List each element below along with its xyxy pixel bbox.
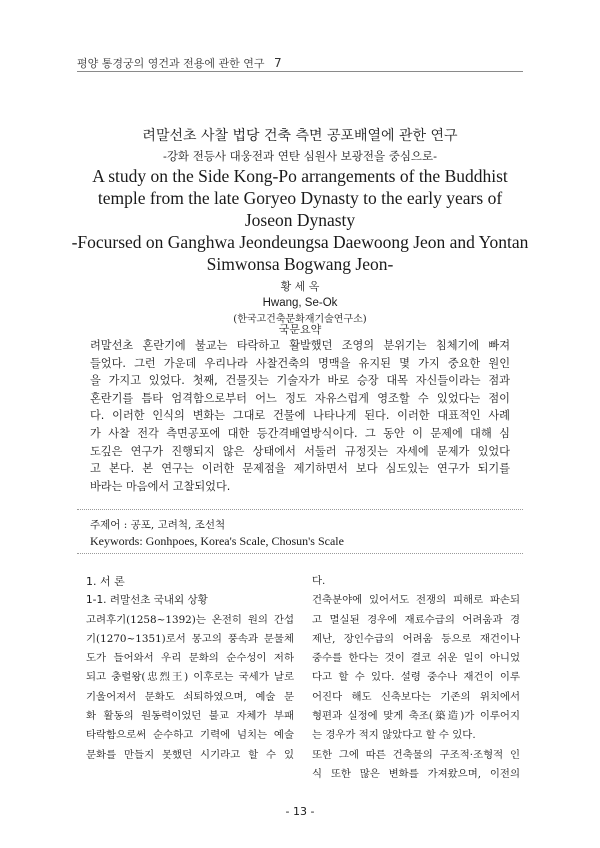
title-english-line: A study on the Side Kong-Po arrangements of the Buddhist — [92, 166, 508, 186]
body-line: 도가 들어와서 우리 문화의 순수성이 저하 — [86, 652, 294, 665]
abstract-line: 도깊은 연구가 진행되지 않은 상태에서 서둘러 규정짓는 자세에 문제가 있었다 — [90, 444, 510, 458]
body-line: 다. — [312, 575, 326, 587]
body-line: 문화를 만들지 못했던 시기라고 할 수 있 — [86, 748, 294, 761]
abstract-line: 다. 이러한 인식의 변화는 그대로 건물에 나타나게 된다. 이러한 대표적인 사례 — [90, 409, 510, 423]
title-korean: 려말선초 사찰 법당 건축 측면 공포배열에 관한 연구 — [142, 128, 458, 144]
body-line: 는 경우가 적지 않았다고 할 수 있다. — [312, 729, 476, 742]
body-line: 타락함으로써 순수하고 기력에 넘치는 예술 — [86, 729, 294, 742]
abstract-line: 고 본다. 본 연구는 이러한 문제점을 제기하면서 보다 심도있는 연구가 되기를 — [90, 462, 510, 476]
body-line: 건축분야에 있어서도 전쟁의 피해로 파손되 — [312, 594, 520, 607]
running-header — [77, 55, 282, 71]
body-line: 기(1270~1351)로서 몽고의 풍속과 문물체 — [86, 632, 294, 645]
body-line: 고려후기(1258~1392)는 온전히 원의 간섭 — [86, 613, 294, 626]
abstract-line: 가 사찰 전각 측면공포에 대한 등간격배열방식이다. 그 동안 이 문제에 대해 심 — [90, 426, 510, 440]
abstract-heading: 국문요약 — [278, 323, 322, 336]
running-header-number: 7 — [274, 56, 282, 70]
page-number: - 13 - — [285, 805, 315, 818]
body-line: 화 활동의 원동력이었던 불교 자체가 부패 — [86, 710, 294, 723]
title-english-line: temple from the late Goryeo Dynasty to the early years of — [97, 188, 503, 208]
body-line: 중수를 한다는 것이 결코 쉬운 일이 아니었 — [312, 652, 520, 665]
body-line: 되고 충렬왕(忠烈王) 이후로는 국세가 날로 — [86, 671, 294, 684]
title-english-line: Simwonsa Bogwang Jeon- — [206, 254, 394, 274]
abstract-line: 들었다. 그런 가운데 우리나라 사찰건축의 명맥을 유지된 몇 가지 중요한 원인 — [90, 356, 510, 370]
body-line: 다고 할 수 있다. 설령 중수나 재건이 이루 — [312, 671, 520, 684]
author-english: Hwang, Se-Ok — [262, 297, 338, 309]
keywords-english: Keywords: Gonhpoes, Korea's Scale, Chosun's Scale — [90, 534, 344, 548]
keywords-top-rule — [77, 509, 523, 510]
subsection-title: 1-1. 려말선초 국내외 상황 — [86, 594, 208, 607]
running-header-text: 평양 통경궁의 영건과 전용에 관한 연구 — [77, 57, 265, 70]
body-line: 형편과 실정에 맞게 축조(築造)가 이루어지 — [312, 710, 520, 723]
header-rule — [77, 71, 523, 72]
abstract-body — [90, 337, 510, 495]
section-title: 1. 서 론 — [86, 575, 125, 588]
abstract-line: 을 가지고 있었다. 첫째, 건물짓는 기술자가 바로 승장 대목 자신들이라는 점과 — [90, 374, 510, 388]
subtitle-korean: -강화 전등사 대웅전과 연탄 심원사 보광전을 중심으로- — [162, 149, 438, 163]
keywords-korean: 주제어 : 공포, 고려척, 조선척 — [90, 519, 226, 531]
title-english-line: -Focursed on Ganghwa Jeondeungsa Daewoong Jeon and Yontan — [71, 232, 529, 252]
title-block — [70, 125, 530, 327]
body-line: 기울어져서 문화도 쇠퇴하였으며, 예술 문 — [86, 690, 294, 703]
abstract-line: 혼란기를 틈타 엄격함으로부터 어느 정도 자유스럽게 영조할 수 있었다는 점이 — [90, 391, 510, 405]
body-line: 식 또한 많은 변화를 가져왔으며, 이전의 — [312, 767, 520, 780]
author-korean: 황 세 옥 — [280, 280, 320, 293]
abstract-line: 려말선초 혼란기에 불교는 타락하고 활발했던 조영의 분위기는 침체기에 빠져 — [90, 339, 510, 352]
body-column-left — [86, 572, 294, 765]
body-line: 고 멸실된 경우에 재료수급의 어려움과 경 — [312, 613, 520, 626]
author-affiliation: (한국고건축문화재기술연구소) — [233, 314, 367, 325]
title-english-line: Joseon Dynasty — [244, 210, 356, 230]
body-line: 어진다 해도 신축보다는 기존의 위치에서 — [312, 690, 520, 703]
body-line: 또한 그에 따른 건축물의 구조적·조형적 인 — [312, 748, 520, 761]
body-column-right — [312, 572, 520, 784]
abstract-line: 바라는 마음에서 고찰되었다. — [90, 479, 231, 493]
keywords-bottom-rule — [77, 553, 523, 554]
body-line: 제난, 장인수급의 어려움 등으로 재건이나 — [312, 632, 520, 645]
